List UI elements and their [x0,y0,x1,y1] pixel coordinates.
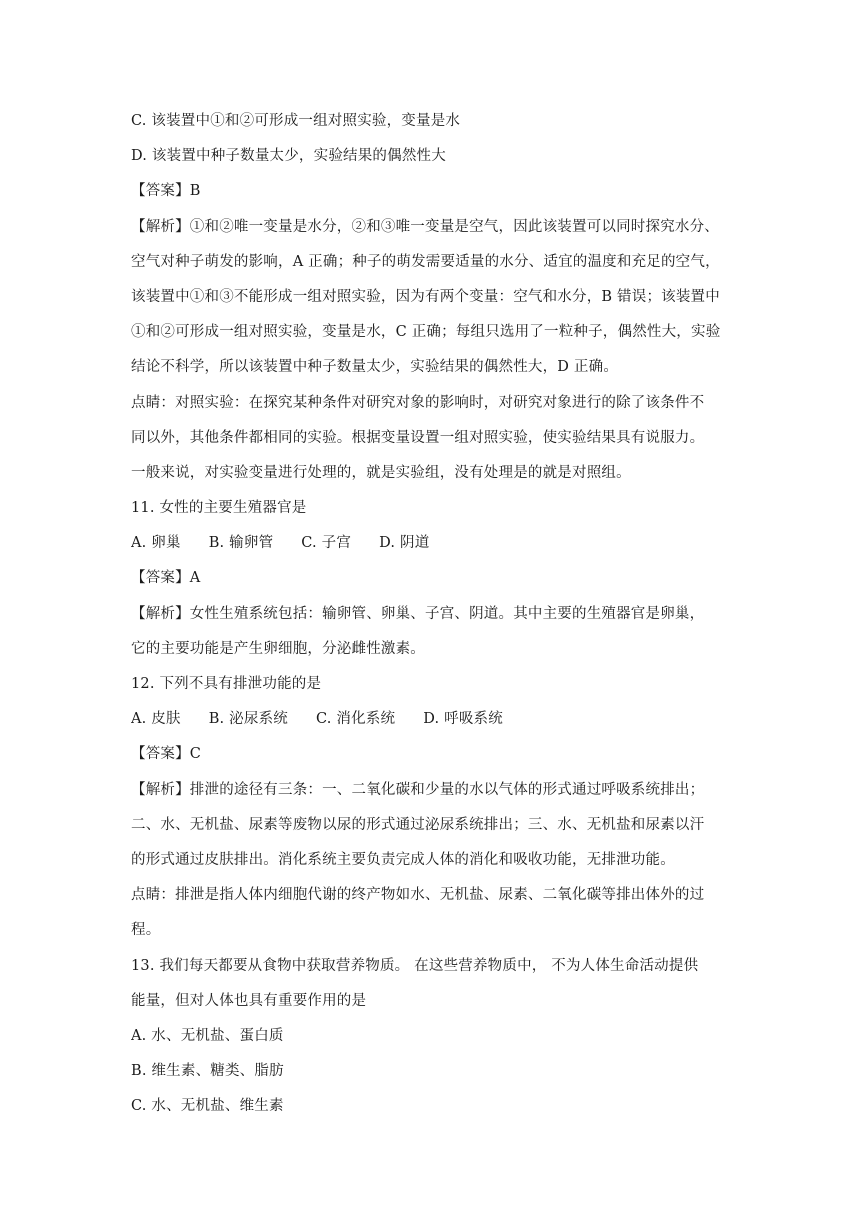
q11-answer: 【答案】A [131,570,201,587]
q13-option-b: B. 维生素、糖类、脂肪 [131,1063,284,1080]
q11-options [131,526,743,561]
q10-tip-line: 一般来说，对实验变量进行处理的，就是实验组，没有处理是的就是对照组。 [131,464,631,481]
q10-tip-line: 同以外，其他条件都相同的实验。根据变量设置一组对照实验，使实验结果具有说服力。 [131,429,705,446]
q13-stem-line: 能量，但对人体也具有重要作用的是 [131,992,367,1009]
q13-stem-line: 13. 我们每天都要从食物中获取营养物质。 在这些营养物质中， 不为人体生命活动提供 [131,957,699,974]
q13-option-a: A. 水、无机盐、蛋白质 [131,1027,284,1044]
q10-tip-line: 点睛：对照实验：在探究某种条件对研究对象的影响时，对研究对象进行的除了该条件不 [131,394,705,411]
q12-analysis-line: 【解析】排泄的途径有三条：一、二氧化碳和少量的水以气体的形式通过呼吸系统排出； [131,781,705,798]
q12-stem: 12. 下列不具有排泄功能的是 [131,676,322,692]
q13-option-c: C. 水、无机盐、维生素 [131,1098,284,1115]
q12-analysis-line: 的形式通过皮肤排出。消化系统主要负责完成人体的消化和吸收功能，无排泄功能。 [131,851,675,868]
q10-analysis-line: ①和②可形成一组对照实验，变量是水，C 正确；每组只选用了一粒种子，偶然性大，实验 [131,324,721,341]
q12-answer: 【答案】C [131,746,202,763]
q10-analysis-line: 【解析】①和②唯一变量是水分，②和③唯一变量是空气，因此该装置可以同时探究水分、 [131,218,719,235]
q12-options [131,702,743,737]
q10-analysis-line: 空气对种子萌发的影响，A 正确；种子的萌发需要适量的水分、适宜的温度和充足的空气， [131,253,720,270]
q10-analysis-line: 结论不科学，所以该装置中种子数量太少，实验结果的偶然性大，D 正确。 [131,359,619,376]
q12-option-a: A. 皮肤 [131,711,181,728]
q12-tip-line: 点睛：排泄是指人体内细胞代谢的终产物如水、无机盐、尿素、二氧化碳等排出体外的过 [131,887,705,904]
q11-analysis-line: 它的主要功能是产生卵细胞，分泌雌性激素。 [131,640,425,657]
q11-stem: 11. 女性的主要生殖器官是 [131,500,307,517]
q12-tip-line: 程。 [131,922,161,939]
q11-option-d: D. 阴道 [379,535,430,552]
q11-analysis-line: 【解析】女性生殖系统包括：输卵管、卵巢、子宫、阴道。其中主要的生殖器官是卵巢， [131,605,705,622]
q10-answer: 【答案】B [131,183,201,200]
q11-option-a: A. 卵巢 [131,535,181,552]
q11-option-b: B. 输卵管 [208,535,274,552]
q11-option-c: C. 子宫 [301,535,352,552]
q10-option-c: C. 该装置中①和②可形成一组对照实验，变量是水 [131,113,461,129]
q10-option-d: D. 该装置中种子数量太少，实验结果的偶然性大 [131,148,446,165]
q10-analysis-line: 该装置中①和③不能形成一组对照实验，因为有两个变量：空气和水分，B 错误；该装置中 [131,288,720,305]
q12-option-d: D. 呼吸系统 [423,711,503,728]
q12-analysis-line: 二、水、无机盐、尿素等废物以尿的形式通过泌尿系统排出；三、水、无机盐和尿素以汗 [131,816,705,833]
q12-option-c: C. 消化系统 [315,711,396,728]
document-page [131,104,743,1124]
q12-option-b: B. 泌尿系统 [208,711,288,728]
